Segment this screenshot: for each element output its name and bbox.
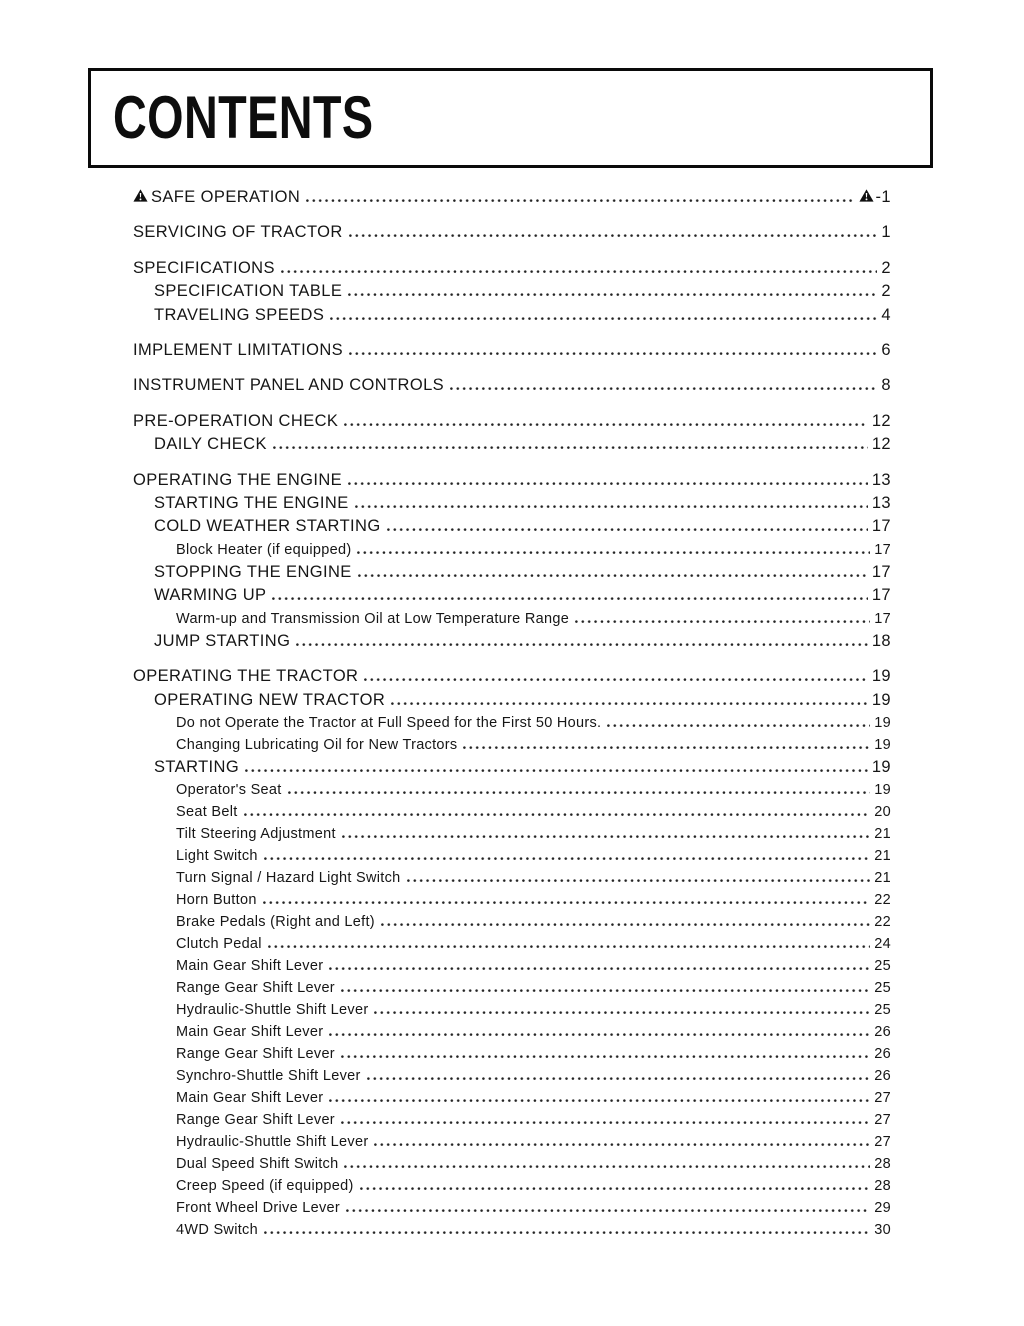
toc-entry-page: 19 [871, 690, 891, 709]
toc-entry [90, 734, 935, 756]
toc-entry-page: 28 [874, 1156, 891, 1173]
toc-entry [90, 374, 935, 397]
toc-entry [90, 1065, 935, 1087]
dot-leader [374, 1011, 870, 1014]
toc-entry [90, 911, 935, 933]
toc-entry-label: Range Gear Shift Lever [176, 980, 335, 997]
toc-entry-label: PRE-OPERATION CHECK [133, 411, 339, 430]
toc-entry [90, 689, 935, 712]
dot-leader [244, 813, 871, 816]
warning-triangle-icon [133, 189, 148, 202]
toc-entry-page: 25 [874, 1002, 891, 1019]
toc-entry-page: 17 [871, 586, 891, 605]
toc-entry-page: 17 [874, 610, 891, 627]
toc-entry-page: 29 [874, 1200, 891, 1217]
dot-leader [329, 1033, 870, 1036]
toc-entry-page: 20 [874, 804, 891, 821]
dot-leader [346, 1209, 870, 1212]
toc-entry-label: Tilt Steering Adjustment [176, 826, 336, 843]
toc-entry-label: OPERATING NEW TRACTOR [154, 690, 386, 709]
dot-leader [349, 234, 878, 237]
toc-entry-page: 21 [874, 826, 891, 843]
toc-entry [90, 280, 935, 303]
dot-leader [364, 678, 867, 681]
toc-entry-label: Warm-up and Transmission Oil at Low Temperature Range [176, 610, 570, 627]
title-box [88, 68, 933, 168]
toc-entry [90, 867, 935, 889]
toc-entry-label: Operator's Seat [176, 782, 282, 799]
toc-entry-page: 22 [874, 914, 891, 931]
toc-entry-label: Range Gear Shift Lever [176, 1046, 335, 1063]
table-of-contents [90, 174, 935, 1241]
toc-entry [90, 845, 935, 867]
dot-leader [341, 989, 870, 992]
dot-leader [245, 769, 868, 772]
toc-entry-page: 26 [874, 1068, 891, 1085]
toc-entry-label: SPECIFICATIONS [133, 258, 275, 277]
warning-triangle-icon [859, 189, 874, 202]
toc-entry-label: Creep Speed (if equipped) [176, 1178, 354, 1195]
dot-leader [344, 1165, 870, 1168]
toc-entry-page: 26 [874, 1046, 891, 1063]
dot-leader [463, 746, 870, 749]
toc-entry-page: 17 [871, 517, 891, 536]
dot-leader [360, 1187, 871, 1190]
dot-leader [263, 901, 871, 904]
toc-entry-page: 2 [881, 282, 891, 301]
toc-entry [90, 561, 935, 584]
toc-entry-page: 13 [871, 470, 891, 489]
dot-leader [330, 317, 877, 320]
toc-entry-page: 12 [871, 435, 891, 454]
toc-entry [90, 410, 935, 433]
toc-entry [90, 584, 935, 607]
toc-entry-page: 12 [871, 411, 891, 430]
toc-entry-page: 18 [871, 631, 891, 650]
toc-entry-label: Main Gear Shift Lever [176, 1024, 324, 1041]
dot-leader [575, 620, 870, 623]
dot-leader [272, 597, 867, 600]
dot-leader [288, 791, 871, 794]
toc-entry-page: 8 [881, 376, 891, 395]
dot-leader [264, 1231, 870, 1234]
toc-entry [90, 665, 935, 688]
toc-entry-label: Hydraulic-Shuttle Shift Lever [176, 1002, 369, 1019]
toc-entry-page: 25 [874, 958, 891, 975]
dot-leader [357, 551, 870, 554]
toc-entry-page: 4 [881, 305, 891, 324]
toc-entry [90, 1087, 935, 1109]
toc-entry-label: 4WD Switch [176, 1222, 258, 1239]
toc-entry [90, 779, 935, 801]
toc-entry [90, 801, 935, 823]
toc-entry-page: 21 [874, 870, 891, 887]
page-title: CONTENTS [113, 84, 374, 151]
toc-entry-page: -1 [875, 188, 891, 206]
toc-entry [90, 889, 935, 911]
toc-entry-page: 17 [871, 562, 891, 581]
toc-entry [90, 712, 935, 734]
toc-entry-label: Main Gear Shift Lever [176, 958, 324, 975]
toc-entry [90, 304, 935, 327]
toc-entry [90, 1131, 935, 1153]
toc-entry [90, 515, 935, 538]
toc-entry-page: 28 [874, 1178, 891, 1195]
toc-entry-page: 24 [874, 936, 891, 953]
toc-entry [90, 221, 935, 244]
toc-entry [90, 756, 935, 779]
toc-entry-page: 26 [874, 1024, 891, 1041]
toc-entry-label: TRAVELING SPEEDS [154, 305, 325, 324]
toc-entry-label: Changing Lubricating Oil for New Tractors [176, 736, 458, 753]
dot-leader [341, 1055, 870, 1058]
toc-entry [90, 999, 935, 1021]
toc-entry-page: 1 [881, 223, 891, 242]
toc-entry-page: 2 [881, 258, 891, 277]
toc-entry-label: OPERATING THE ENGINE [133, 470, 343, 489]
toc-entry [90, 1021, 935, 1043]
toc-entry-page: 19 [874, 736, 891, 753]
dot-leader [268, 945, 870, 948]
toc-entry-label: STARTING [154, 757, 240, 776]
toc-entry-label: JUMP STARTING [154, 631, 291, 650]
toc-entry [90, 933, 935, 955]
toc-entry [90, 1197, 935, 1219]
toc-entry-label: SAFE OPERATION [151, 188, 301, 206]
toc-entry [90, 608, 935, 630]
dot-leader [355, 505, 868, 508]
toc-entry [90, 1043, 935, 1065]
toc-entry [90, 1175, 935, 1197]
dot-leader [358, 574, 868, 577]
dot-leader [264, 857, 870, 860]
dot-leader [273, 446, 868, 449]
dot-leader [349, 352, 877, 355]
toc-entry-label: STARTING THE ENGINE [154, 494, 349, 513]
dot-leader [348, 482, 868, 485]
toc-entry [90, 955, 935, 977]
toc-entry-label: SPECIFICATION TABLE [154, 282, 343, 301]
toc-entry [90, 823, 935, 845]
dot-leader [450, 387, 877, 390]
toc-entry [90, 433, 935, 456]
toc-entry [90, 1109, 935, 1131]
toc-entry-label: DAILY CHECK [154, 435, 267, 454]
toc-entry [90, 186, 935, 209]
toc-entry [90, 339, 935, 362]
toc-entry-label: Horn Button [176, 892, 257, 909]
toc-entry-label: STOPPING THE ENGINE [154, 562, 352, 581]
toc-entry-label: COLD WEATHER STARTING [154, 517, 381, 536]
dot-leader [348, 293, 877, 296]
toc-entry [90, 977, 935, 999]
dot-leader [407, 879, 871, 882]
toc-entry [90, 539, 935, 561]
toc-entry-page: 22 [874, 892, 891, 909]
dot-leader [329, 967, 870, 970]
dot-leader [342, 835, 870, 838]
toc-entry-page: 19 [874, 714, 891, 731]
toc-entry-label: Hydraulic-Shuttle Shift Lever [176, 1134, 369, 1151]
toc-entry-label: Block Heater (if equipped) [176, 541, 352, 558]
toc-entry [90, 1153, 935, 1175]
toc-entry-page: 6 [881, 341, 891, 360]
toc-entry [90, 1219, 935, 1241]
toc-entry-label: Main Gear Shift Lever [176, 1090, 324, 1107]
dot-leader [607, 724, 870, 727]
dot-leader [367, 1077, 871, 1080]
toc-entry-label: Clutch Pedal [176, 936, 262, 953]
dot-leader [329, 1099, 870, 1102]
toc-entry-label: INSTRUMENT PANEL AND CONTROLS [133, 376, 445, 395]
toc-entry-label: Do not Operate the Tractor at Full Speed for the First 50 Hours. [176, 714, 602, 731]
toc-entry-page: 27 [874, 1112, 891, 1129]
toc-entry-label: SERVICING OF TRACTOR [133, 223, 343, 242]
toc-entry-label: Front Wheel Drive Lever [176, 1200, 341, 1217]
toc-entry-label: Brake Pedals (Right and Left) [176, 914, 375, 931]
dot-leader [281, 270, 878, 273]
toc-entry-page: 19 [871, 757, 891, 776]
toc-entry-page: 27 [874, 1090, 891, 1107]
dot-leader [374, 1143, 870, 1146]
toc-entry-label: WARMING UP [154, 586, 267, 605]
toc-entry [90, 469, 935, 492]
toc-entry-label: Turn Signal / Hazard Light Switch [176, 870, 401, 887]
toc-entry-page: 13 [871, 494, 891, 513]
toc-entry-label: Dual Speed Shift Switch [176, 1156, 339, 1173]
toc-entry-page: 19 [874, 782, 891, 799]
dot-leader [381, 923, 870, 926]
toc-entry-page: 21 [874, 848, 891, 865]
toc-entry [90, 492, 935, 515]
toc-entry-label: Seat Belt [176, 804, 238, 821]
toc-entry [90, 630, 935, 653]
toc-entry-page: 19 [871, 667, 891, 686]
dot-leader [391, 702, 868, 705]
dot-leader [296, 643, 868, 646]
toc-entry-label: Range Gear Shift Lever [176, 1112, 335, 1129]
dot-leader [387, 528, 868, 531]
toc-entry-page: 27 [874, 1134, 891, 1151]
toc-entry-label: OPERATING THE TRACTOR [133, 667, 359, 686]
dot-leader [306, 199, 854, 202]
toc-entry-page: 25 [874, 980, 891, 997]
toc-entry-label: Synchro-Shuttle Shift Lever [176, 1068, 361, 1085]
toc-entry-label: IMPLEMENT LIMITATIONS [133, 341, 344, 360]
toc-entry [90, 257, 935, 280]
toc-entry-page: 17 [874, 541, 891, 558]
dot-leader [341, 1121, 870, 1124]
dot-leader [344, 423, 868, 426]
toc-entry-page: 30 [874, 1222, 891, 1239]
toc-entry-label: Light Switch [176, 848, 258, 865]
